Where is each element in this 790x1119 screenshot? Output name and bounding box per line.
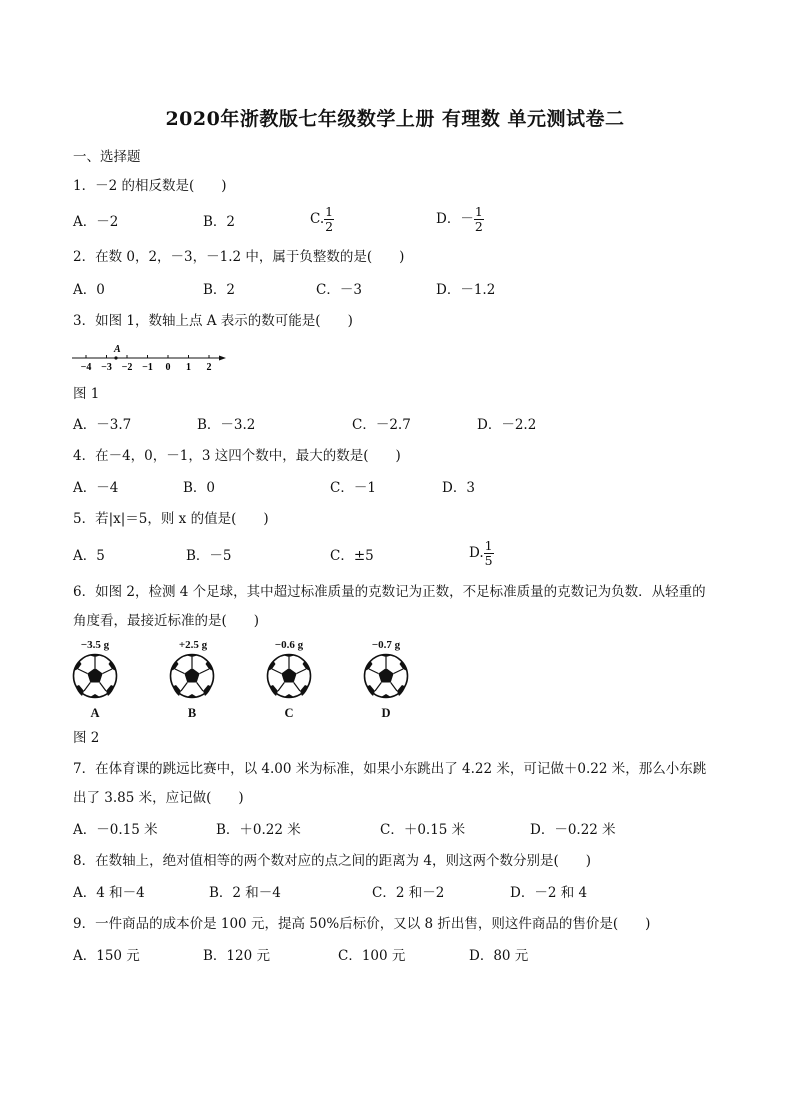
q1-option-a: A．－2 <box>73 214 119 230</box>
question-7-line-1: 7．在体育课的跳远比赛中，以 4.00 米为标准，如果小东跳出了 4.22 米，可记做＋0.22 米，那么小东跳 <box>73 761 707 777</box>
q3-option-b: B．－3.2 <box>197 417 256 433</box>
ball-c-letter: C <box>284 706 294 720</box>
q1-option-c <box>310 205 334 234</box>
section-heading: 一、选择题 <box>73 149 141 165</box>
ball-b-letter: B <box>187 706 197 720</box>
q2-option-d: D．－1.2 <box>436 282 496 298</box>
q1-option-c-fraction <box>324 205 334 234</box>
question-3: 3．如图 1，数轴上点 A 表示的数可能是( ) <box>73 313 353 329</box>
q8-option-b: B．2 和－4 <box>209 885 281 901</box>
q1-option-d-fraction <box>474 205 484 234</box>
q9-option-d: D．80 元 <box>469 948 529 964</box>
number-line-tick-label: −3 <box>101 362 112 373</box>
number-line-tick-label: 1 <box>186 362 191 373</box>
soccer-ball-c-icon <box>266 653 312 699</box>
number-line-tick-label: 0 <box>165 362 171 373</box>
q2-option-c: C．－3 <box>316 282 362 298</box>
q3-option-c: C．－2.7 <box>352 417 411 433</box>
axis-arrow-icon <box>219 356 226 361</box>
number-line-tick-label: −2 <box>121 362 133 373</box>
question-1: 1．－2 的相反数是( ) <box>73 178 227 194</box>
soccer-ball-b-icon <box>169 653 215 699</box>
question-4: 4．在－4，0，－1，3 这四个数中，最大的数是( ) <box>73 448 401 464</box>
soccer-ball-a-icon <box>72 653 118 699</box>
q9-option-a: A．150 元 <box>73 948 140 964</box>
q5-option-a: A．5 <box>73 548 105 564</box>
q5-option-d-fraction <box>484 539 494 568</box>
q3-option-a: A．－3.7 <box>73 417 132 433</box>
fraction-denominator: 2 <box>325 219 334 234</box>
q2-option-b: B．2 <box>203 282 236 298</box>
question-6-line-2: 角度看，最接近标准的是( ) <box>73 613 260 629</box>
question-8: 8．在数轴上，绝对值相等的两个数对应的点之间的距离为 4，则这两个数分别是( ) <box>73 853 592 869</box>
fraction-denominator: 2 <box>474 219 483 234</box>
page-title: 2020年浙教版七年级数学上册 有理数 单元测试卷二 <box>165 108 625 130</box>
soccer-ball-d-icon <box>363 653 409 699</box>
ball-d-letter: D <box>381 706 391 720</box>
ball-d-weight: −0.7 g <box>371 639 401 651</box>
fraction-numerator: 1 <box>325 204 334 219</box>
number-line-tick-label: −4 <box>80 362 92 373</box>
q4-option-d: D．3 <box>442 480 475 496</box>
ball-a-weight: −3.5 g <box>80 639 110 651</box>
ball-a-letter: A <box>90 706 100 720</box>
q3-option-d: D．－2.2 <box>477 417 537 433</box>
q7-option-b: B．＋0.22 米 <box>216 822 301 838</box>
q8-option-d: D．－2 和 4 <box>510 885 588 901</box>
ball-c-weight: −0.6 g <box>274 639 304 651</box>
question-6-line-1: 6．如图 2，检测 4 个足球，其中超过标准质量的克数记为正数，不足标准质量的克数记为负数．从轻重的 <box>73 584 706 600</box>
number-line-labels <box>81 362 212 373</box>
number-line-figure <box>70 340 230 374</box>
q4-option-c: C．－1 <box>330 480 376 496</box>
question-7-line-2: 出了 3.85 米，应记做( ) <box>73 790 244 806</box>
fraction-denominator: 5 <box>484 553 493 568</box>
question-5: 5．若|x|＝5，则 x 的值是( ) <box>73 511 269 527</box>
q7-option-c: C．＋0.15 米 <box>380 822 466 838</box>
number-line-tick-label: −1 <box>142 362 153 373</box>
point-a-label: A <box>114 344 121 355</box>
q5-option-b: B．－5 <box>186 548 232 564</box>
q5-option-d <box>469 539 494 568</box>
q8-option-c: C．2 和－2 <box>372 885 445 901</box>
fraction-numerator: 1 <box>484 538 493 553</box>
question-9: 9．一件商品的成本价是 100 元，提高 50%后标价，又以 8 折出售，则这件商品的售价是( ) <box>73 916 651 932</box>
q8-option-a: A．4 和－4 <box>73 885 145 901</box>
q7-option-d: D．－0.22 米 <box>530 822 616 838</box>
figure-1-caption: 图 1 <box>73 386 100 402</box>
q7-option-a: A．－0.15 米 <box>73 822 158 838</box>
q1-option-b: B．2 <box>203 214 236 230</box>
q9-option-c: C．100 元 <box>338 948 406 964</box>
question-2: 2．在数 0，2，－3，－1.2 中，属于负整数的是( ) <box>73 249 405 265</box>
q1-option-d-prefix: D．－ <box>436 211 474 227</box>
q1-option-d <box>436 205 484 234</box>
q2-option-a: A．0 <box>73 282 105 298</box>
q9-option-b: B．120 元 <box>203 948 270 964</box>
q5-option-d-prefix: D. <box>469 545 484 561</box>
q5-option-c: C．±5 <box>330 548 374 564</box>
point-a-marker <box>114 356 117 359</box>
number-line-tick-label: 2 <box>206 362 212 373</box>
ball-b-weight: +2.5 g <box>178 639 208 651</box>
figure-2-caption: 图 2 <box>73 730 100 746</box>
q4-option-a: A．－4 <box>73 480 119 496</box>
q4-option-b: B．0 <box>183 480 216 496</box>
q1-option-c-prefix: C. <box>310 211 325 227</box>
fraction-numerator: 1 <box>474 204 483 219</box>
